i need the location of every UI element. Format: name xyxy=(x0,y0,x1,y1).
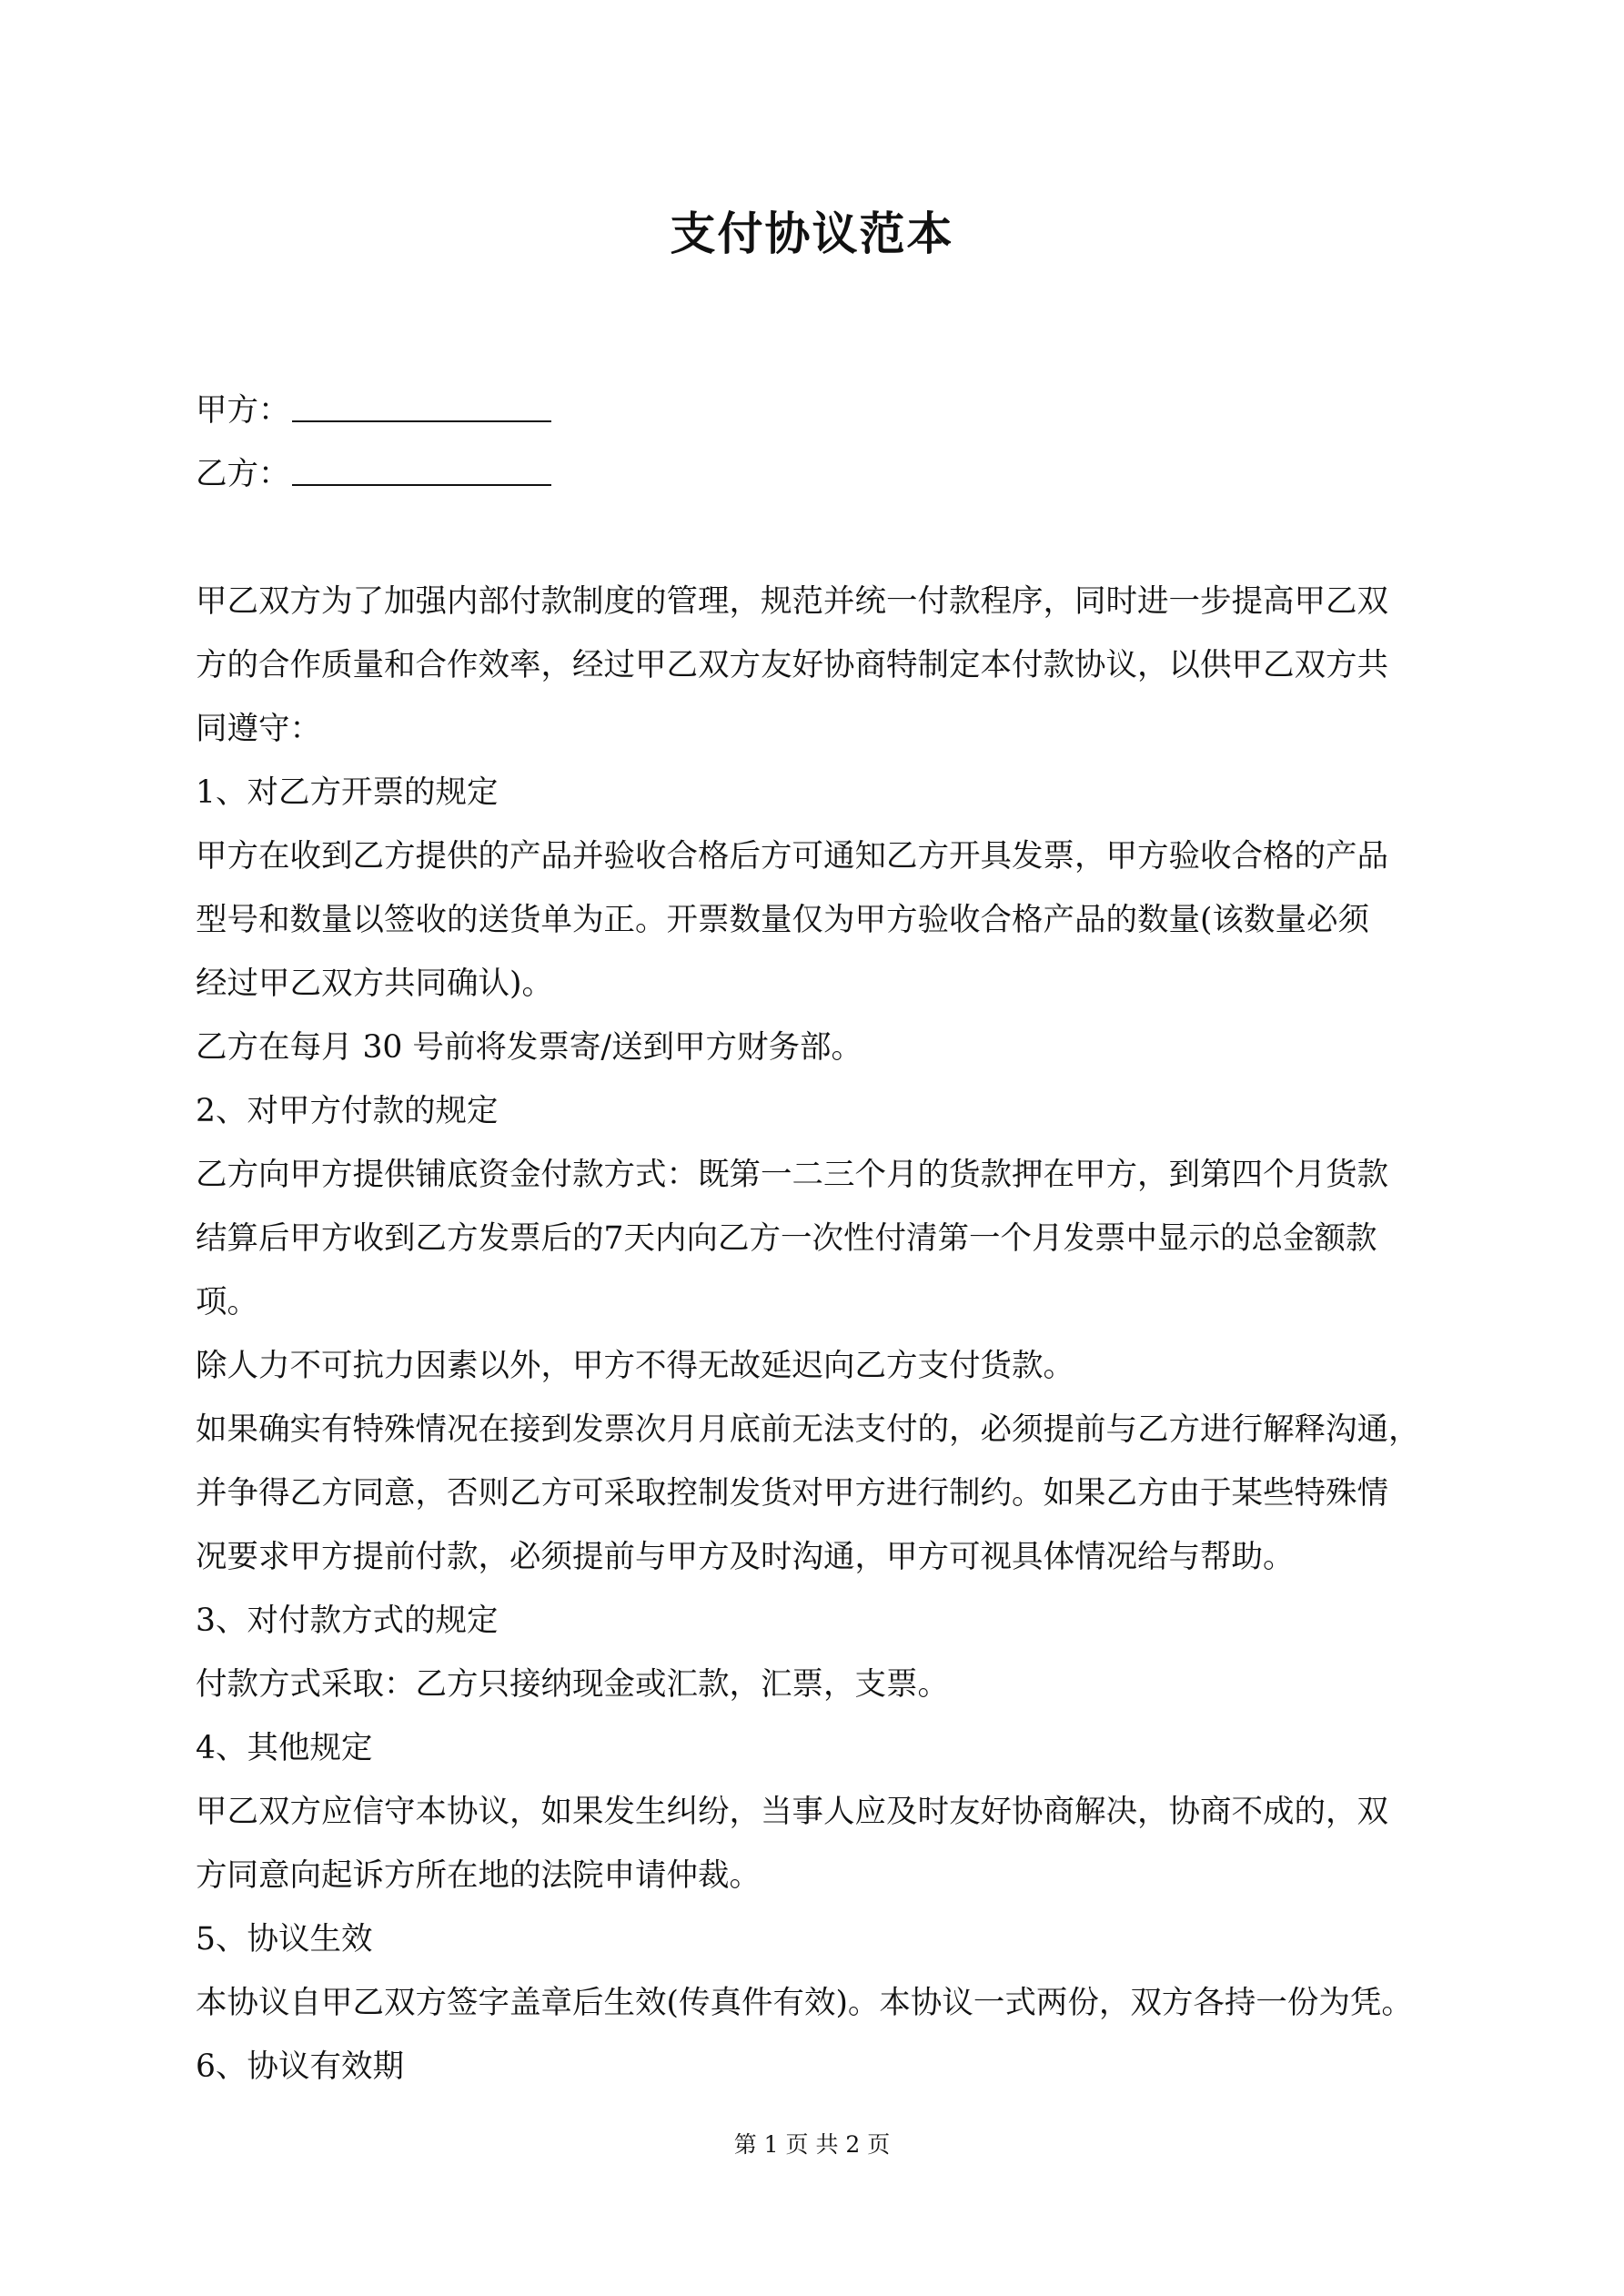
body-line: 项。 xyxy=(196,1284,258,1320)
paragraph-gap xyxy=(196,506,1442,570)
document-title: 支付协议范本 xyxy=(670,207,954,260)
party-b-label: 乙方： xyxy=(196,456,290,492)
body-line: 型号和数量以签收的送货单为正。开票数量仅为甲方验收合格产品的数量(该数量必须 xyxy=(196,902,1369,938)
body-line: 方的合作质量和合作效率，经过甲乙双方友好协商特制定本付款协议，以供甲乙双方共 xyxy=(196,647,1388,683)
body-line: 如果确实有特殊情况在接到发票次月月底前无法支付的，必须提前与乙方进行解释沟通， xyxy=(196,1411,1420,1448)
section-heading: 5、协议生效 xyxy=(196,1921,373,1957)
party-b-blank xyxy=(292,484,551,486)
party-a-line xyxy=(196,379,1442,442)
body-line: 甲乙双方应信守本协议，如果发生纠纷，当事人应及时友好协商解决，协商不成的，双 xyxy=(196,1794,1388,1830)
body-line: 方同意向起诉方所在地的法院申请仲裁。 xyxy=(196,1857,761,1894)
section-heading: 6、协议有效期 xyxy=(196,2048,404,2085)
body-line: 除人力不可抗力因素以外，甲方不得无故延迟向乙方支付货款。 xyxy=(196,1348,1074,1384)
body-line: 付款方式采取：乙方只接纳现金或汇款，汇票，支票。 xyxy=(196,1666,949,1703)
body-line: 乙方向甲方提供铺底资金付款方式：既第一二三个月的货款押在甲方，到第四个月货款 xyxy=(196,1157,1388,1193)
section-heading: 3、对付款方式的规定 xyxy=(196,1603,499,1639)
body-line: 结算后甲方收到乙方发票后的7天内向乙方一次性付清第一个月发票中显示的总金额款 xyxy=(196,1220,1377,1257)
body-line: 甲乙双方为了加强内部付款制度的管理，规范并统一付款程序，同时进一步提高甲乙双 xyxy=(196,583,1388,620)
section-heading: 2、对甲方付款的规定 xyxy=(196,1093,499,1129)
document-body xyxy=(196,379,1442,2099)
body-line: 本协议自甲乙双方签字盖章后生效(传真件有效)。本协议一式两份，双方各持一份为凭。 xyxy=(196,1985,1413,2021)
body-line: 经过甲乙双方共同确认)。 xyxy=(196,966,553,1002)
party-b-line xyxy=(196,442,1442,506)
section-heading: 4、其他规定 xyxy=(196,1730,373,1766)
body-line: 乙方在每月 30 号前将发票寄/送到甲方财务部。 xyxy=(196,1029,862,1066)
body-line: 并争得乙方同意，否则乙方可采取控制发货对甲方进行制约。如果乙方由于某些特殊情 xyxy=(196,1475,1388,1512)
body-line: 同遵守： xyxy=(196,711,321,747)
party-a-label: 甲方： xyxy=(196,392,290,429)
section-heading: 1、对乙方开票的规定 xyxy=(196,774,499,811)
page-footer: 第 1 页 共 2 页 xyxy=(733,2131,891,2158)
body-line: 甲方在收到乙方提供的产品并验收合格后方可通知乙方开具发票，甲方验收合格的产品 xyxy=(196,838,1388,875)
body-line: 况要求甲方提前付款，必须提前与甲方及时沟通，甲方可视具体情况给与帮助。 xyxy=(196,1539,1295,1575)
party-a-blank xyxy=(292,420,551,422)
